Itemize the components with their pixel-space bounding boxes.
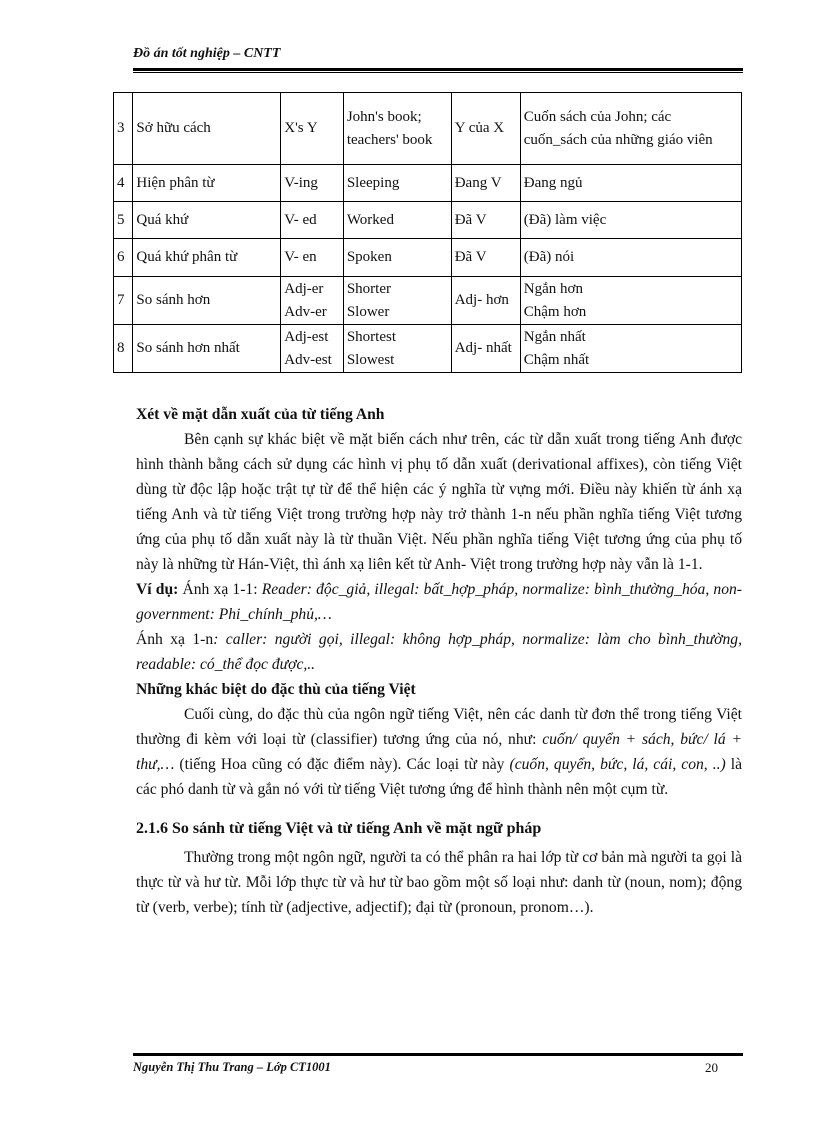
inflection-table bbox=[113, 92, 742, 373]
cell-viet: Đã V bbox=[451, 202, 520, 239]
cell-meaning: Ngắn nhất Chậm nhất bbox=[520, 325, 741, 373]
cell-name: So sánh hơn nhất bbox=[133, 325, 281, 373]
footer-author: Nguyễn Thị Thu Trang – Lớp CT1001 bbox=[133, 1060, 331, 1074]
cell-name: Hiện phân từ bbox=[133, 165, 281, 202]
cell-example: Sleeping bbox=[343, 165, 451, 202]
cell-form: V- en bbox=[281, 239, 344, 277]
cell-form: V- ed bbox=[281, 202, 344, 239]
cell-num: 4 bbox=[114, 165, 133, 202]
table-row bbox=[114, 325, 742, 373]
cell-meaning: (Đã) nói bbox=[520, 239, 741, 277]
page-header-title: Đồ án tốt nghiệp – CNTT bbox=[133, 46, 281, 61]
cell-example: John's book; teachers' book bbox=[343, 93, 451, 165]
cell-name: Quá khứ phân từ bbox=[133, 239, 281, 277]
paragraph-grammar: Thường trong một ngôn ngữ, người ta có thể phân ra hai lớp từ cơ bản mà người ta gọi là thực từ và hư từ. Mỗi lớp thực từ và hư từ bao gồm một số loại như: danh từ (noun, nom); động từ (verb, verbe); tính từ (adjective, adjectif); đại từ (pronoun, pronom…). bbox=[136, 849, 742, 916]
paragraph-derivation: Bên cạnh sự khác biệt về mặt biến cách như trên, các từ dẫn xuất trong tiếng Anh được hình thành bằng cách sử dụng các hình vị phụ tố dẫn xuất (derivational affixes), còn tiếng Việt dùng từ độc lập hoặc trật tự từ để thể hiện các ý nghĩa từ vựng mới. Điều này khiến từ ánh xạ tiếng Anh và từ tiếng Việt trong trường hợp này trở thành 1-n nếu phần nghĩa tiếng Việt tương ứng của phụ tố dẫn xuất này là từ thuần Việt. Nếu phần nghĩa tiếng Việt tương ứng của phụ tố này là những từ Hán-Việt, thì ánh xạ liên kết từ Anh- Việt trong trường hợp này vẫn là 1-1. bbox=[136, 431, 742, 573]
cell-meaning: Ngắn hơn Chậm hơn bbox=[520, 277, 741, 325]
page-number: 20 bbox=[705, 1060, 718, 1075]
table-row bbox=[114, 93, 742, 165]
cell-meaning: Cuốn sách của John; các cuốn_sách của những giáo viên bbox=[520, 93, 741, 165]
table-row bbox=[114, 165, 742, 202]
cell-name: Quá khứ bbox=[133, 202, 281, 239]
cell-num: 6 bbox=[114, 239, 133, 277]
cell-viet: Đang V bbox=[451, 165, 520, 202]
cell-name: Sở hữu cách bbox=[133, 93, 281, 165]
cell-viet: Y của X bbox=[451, 93, 520, 165]
table-row bbox=[114, 202, 742, 239]
cell-meaning: (Đã) làm việc bbox=[520, 202, 741, 239]
cell-form: X's Y bbox=[281, 93, 344, 165]
cell-form: V-ing bbox=[281, 165, 344, 202]
heading-derivation: Xét về mặt dẫn xuất của từ tiếng Anh bbox=[136, 406, 385, 423]
cell-viet: Adj- hơn bbox=[451, 277, 520, 325]
example-1: Ví dụ: Ánh xạ 1-1: Reader: độc_giả, illegal: bất_hợp_pháp, normalize: bình_thường_hóa, non-government: Phi_chính_phủ,… bbox=[136, 581, 742, 623]
cell-num: 7 bbox=[114, 277, 133, 325]
cell-example: Spoken bbox=[343, 239, 451, 277]
heading-vietnamese-specific: Những khác biệt do đặc thù của tiếng Việt bbox=[136, 681, 416, 698]
cell-viet: Adj- nhất bbox=[451, 325, 520, 373]
cell-meaning: Đang ngủ bbox=[520, 165, 741, 202]
cell-viet: Đã V bbox=[451, 239, 520, 277]
table-row bbox=[114, 277, 742, 325]
example-label: Ví dụ: bbox=[136, 581, 179, 598]
cell-example: Worked bbox=[343, 202, 451, 239]
cell-form: Adj-er Adv-er bbox=[281, 277, 344, 325]
example-2: Ánh xạ 1-n: caller: người gọi, illegal: không hợp_pháp, normalize: làm cho bình_thường, readable: có_thể đọc được,.. bbox=[136, 631, 742, 673]
cell-num: 8 bbox=[114, 325, 133, 373]
cell-name: So sánh hơn bbox=[133, 277, 281, 325]
cell-num: 5 bbox=[114, 202, 133, 239]
footer-rule bbox=[133, 1053, 743, 1056]
cell-example: Shorter Slower bbox=[343, 277, 451, 325]
header-rule bbox=[133, 68, 743, 71]
cell-form: Adj-est Adv-est bbox=[281, 325, 344, 373]
table-row bbox=[114, 239, 742, 277]
cell-example: Shortest Slowest bbox=[343, 325, 451, 373]
main-text bbox=[136, 402, 742, 920]
section-title: 2.1.6 So sánh từ tiếng Việt và từ tiếng Anh về mặt ngữ pháp bbox=[136, 820, 542, 837]
header-rule-thin bbox=[133, 72, 743, 73]
cell-num: 3 bbox=[114, 93, 133, 165]
paragraph-classifier: Cuối cùng, do đặc thù của ngôn ngữ tiếng Việt, nên các danh từ đơn thể trong tiếng Việt thường đi kèm với loại từ (classifier) tương ứng của nó, như: cuốn/ quyển + sách, bức/ lá + thư,… (tiếng Hoa cũng có đặc điểm này). Các loại từ này (cuốn, quyển, bức, lá, cái, con, ..) là các phó danh từ và gắn nó với từ tiếng Việt tương ứng để hình thành nên một cụm từ. bbox=[136, 706, 743, 798]
